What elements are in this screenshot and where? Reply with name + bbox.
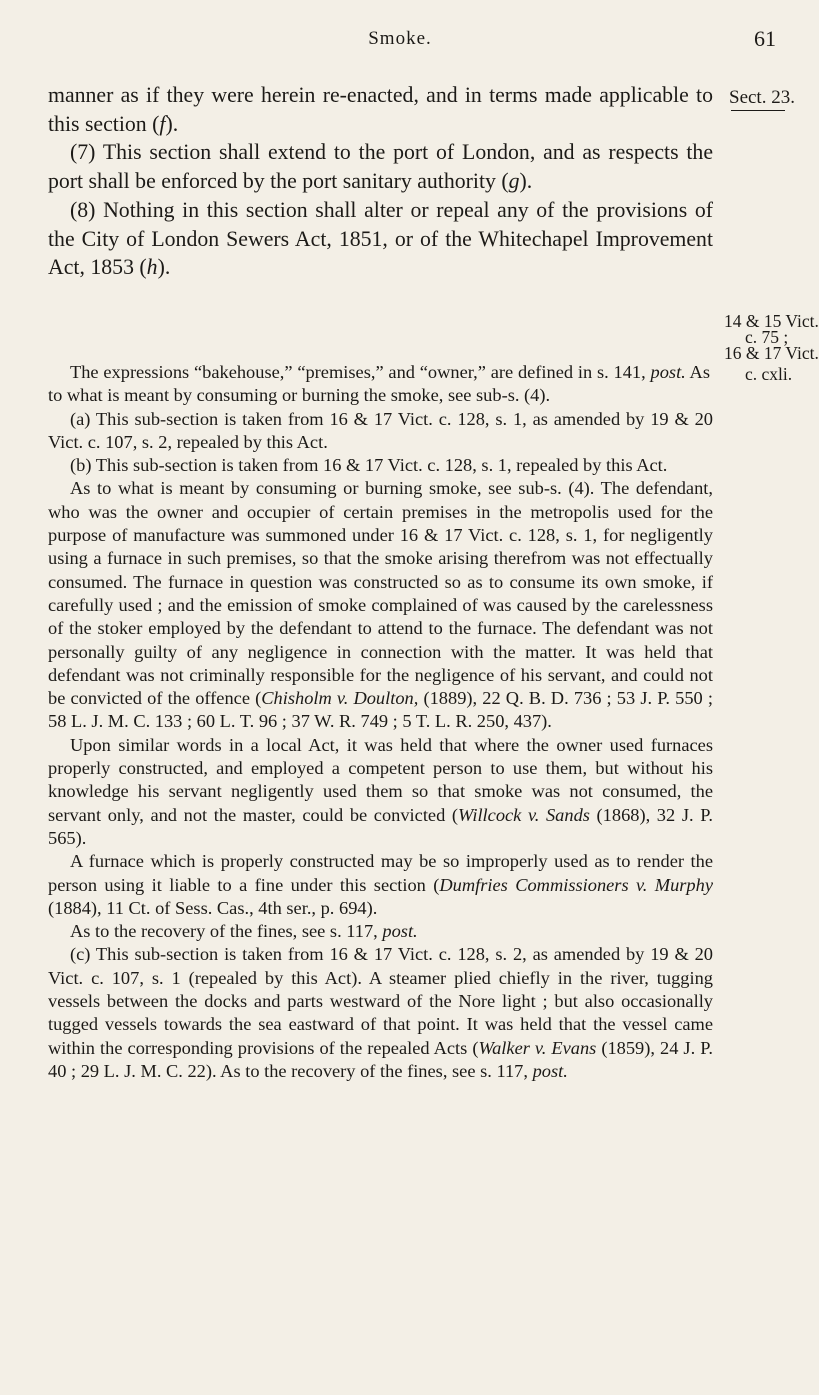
margin-ref-4: c. cxli. [745, 364, 793, 384]
note-b-paragraph-2: Upon similar words in a local Act, it was held that where the owner used furnaces properly constructed, and employed a competent person to use them, but without his knowledge his servant negligently used them so that smoke was not consumed, the servant only, and not the master, could be convicted (Willcock v. Sands (1868), 32 J. P. 565). [48, 734, 713, 848]
margin-section-label: Sect. 23. [729, 87, 795, 108]
subsection-7: (7) This section shall extend to the port of London, and as respects the port shall be enforced by the port sanitary authority (g). [48, 140, 713, 194]
page-number: 61 [754, 26, 776, 51]
margin-section-rule [731, 110, 785, 111]
note-b-paragraph-3: A furnace which is properly constructed may be so improperly used as to render the person using it liable to a fine under this section (Dumfries Commissioners v. Murphy (1884), 11 Ct. of Sess. Cas., 4th ser., p. 694). [48, 851, 713, 918]
statute-text [48, 81, 713, 282]
annotations [48, 361, 713, 1083]
statute-continuation: manner as if they were herein re-enacted, and in terms made applicable to this section (f). [48, 83, 713, 136]
note-b-paragraph-1: As to what is meant by consuming or burning smoke, see sub-s. (4). The defendant, who was the owner and occupier of certain premises in the metropolis used for the purpose of manufacture was summoned under 16 & 17 Vict. c. 128, s. 1, for negligently using a furnace in such premises, so that the smoke arising therefrom was not effectually consumed. The furnace in question was constructed so as to consume its own smoke, if carefully used ; and the emission of smoke complained of was caused by the carelessness of the stoker employed by the defendant to attend to the furnace. The defendant was not personally guilty of any negligence in connection with the matter. It was held that defendant was not criminally responsible for the negligence of his servant, and could not be convicted of the offence (Chisholm v. Doulton, (1889), 22 Q. B. D. 736 ; 53 J. P. 550 ; 58 L. J. M. C. 133 ; 60 L. T. 96 ; 37 W. R. 749 ; 5 T. L. R. 250, 437). [48, 478, 714, 732]
note-c: (c) This sub-section is taken from 16 & 17 Vict. c. 128, s. 2, as amended by 19 & 20 Vict. c. 107, s. 1 (repealed by this Act). A steamer plied chiefly in the river, tugging vessels between the docks and parts westward of the Nore light ; but also occasionally tugged vessels towards the sea eastward of that point. It was held that the vessel came within the corresponding provisions of the repealed Acts (Walker v. Evans (1859), 24 J. P. 40 ; 29 L. J. M. C. 22). As to the recovery of the fines, see s. 117, post. [48, 944, 713, 1081]
margin-ref-3: 16 & 17 Vict. [724, 343, 819, 363]
subsection-8: (8) Nothing in this section shall alter or repeal any of the provisions of the City of London Sewers Act, 1851, or of the Whitechapel Improvement Act, 1853 (h). [48, 197, 713, 280]
note-a: (a) This sub-section is taken from 16 & 17 Vict. c. 128, s. 1, as amended by 19 & 20 Vict. c. 107, s. 2, repealed by this Act. [48, 408, 713, 452]
margin-ref-2: c. 75 ; [745, 327, 789, 347]
margin-ref-1: 14 & 15 Vict. [724, 311, 819, 331]
definitions-note: The expressions “bakehouse,” “premises,” and “owner,” are defined in s. 141, post. As to what is meant by consuming or burning the smoke, see sub-s. (4). [48, 362, 710, 406]
note-b: (b) This sub-section is taken from 16 & 17 Vict. c. 128, s. 1, repealed by this Act. [70, 455, 668, 476]
note-b-paragraph-4: As to the recovery of the fines, see s. 117, post. [70, 921, 418, 942]
running-title: Smoke. [368, 28, 432, 49]
